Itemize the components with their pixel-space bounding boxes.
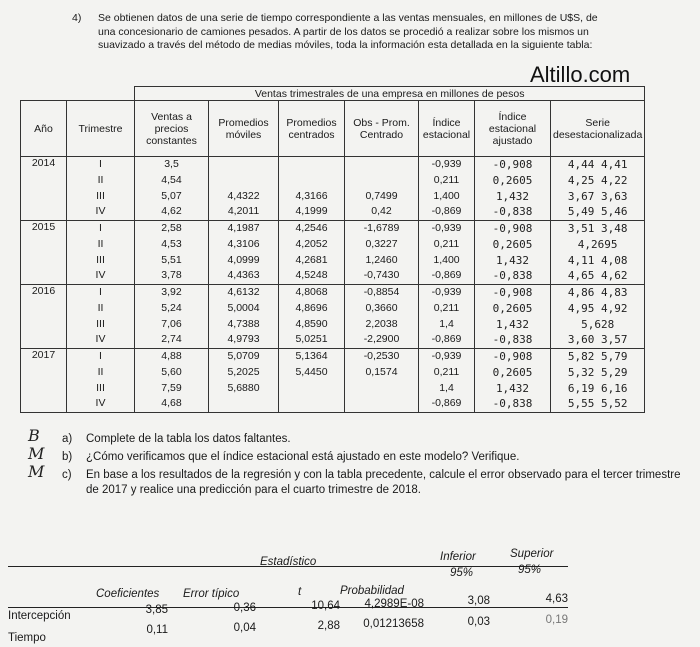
sales-value: 2,58 (161, 222, 182, 235)
adjusted-index-value: -0,908 (492, 350, 533, 364)
quarter-value: III (96, 253, 105, 266)
moving-avg-value: 4,7388 (227, 317, 260, 330)
seasonal-index-value: -0,869 (431, 269, 462, 282)
obs-minus-centered-value: 0,3227 (365, 237, 398, 250)
moving-avg-cell (209, 221, 279, 285)
centered-avg-value: 5,0251 (295, 333, 328, 346)
deseasonalized-cell (551, 157, 645, 221)
row-label: Tiempo (8, 632, 46, 644)
obs-minus-centered-value (347, 173, 416, 189)
adjusted-index-cell (475, 221, 551, 285)
moving-avg-value: 4,2011 (227, 205, 260, 218)
obs-minus-centered-cell (345, 221, 419, 285)
adjusted-index-value: 0,2605 (492, 173, 533, 187)
centered-avg-cell (279, 157, 345, 221)
deseasonalized-cell (551, 221, 645, 285)
prob-value: 4,2989E-08 (364, 598, 424, 610)
lower-value: 3,08 (467, 595, 490, 607)
seasonal-index-cell (419, 157, 475, 221)
moving-avg-cell (209, 157, 279, 221)
deseasonalized-value: 5,55 5,52 (567, 397, 628, 411)
obs-minus-centered-value: 0,7499 (365, 189, 398, 202)
obs-minus-centered-value: -0,2530 (363, 350, 400, 363)
sales-value: 5,07 (161, 189, 182, 202)
sales-value: 3,92 (161, 286, 182, 299)
centered-avg-value: 4,2546 (295, 222, 328, 235)
centered-avg-value (281, 396, 342, 412)
obs-minus-centered-value: 0,42 (371, 205, 392, 218)
questions (28, 426, 690, 501)
centered-avg-value: 5,1364 (295, 350, 328, 363)
header-centered-avg: Promedios centrados (279, 101, 345, 157)
sales-value: 3,78 (161, 269, 182, 282)
moving-avg-value: 4,1987 (227, 222, 260, 235)
adjusted-index-value: -0,908 (492, 158, 533, 172)
obs-minus-centered-cell (345, 157, 419, 221)
problem-number: 4) (72, 12, 82, 24)
col-t: t (298, 586, 302, 598)
deseasonalized-value: 5,32 5,29 (567, 365, 628, 379)
deseasonalized-value: 6,19 6,16 (567, 381, 628, 395)
moving-avg-value: 5,0004 (227, 301, 260, 314)
problem-text: Se obtienen datos de una serie de tiempo correspondiente a las ventas mensuales, en millones de U$S, de una concesionario de camiones pesados. A partir de los datos se procedió a realizar sobre los mismos un suavizado a través del método de medias móviles, toda la información esta detallada en la siguiente tabla: (98, 12, 598, 51)
moving-avg-value: 5,6880 (227, 381, 260, 394)
year-cell: 2015 (21, 221, 67, 285)
col-upper: Superior (510, 548, 554, 560)
quarter-value: IV (95, 269, 106, 282)
deseasonalized-value: 4,86 4,83 (567, 286, 628, 300)
lower-value: 0,03 (467, 616, 490, 628)
quarter-value: II (97, 301, 104, 314)
seasonal-index-value: -0,869 (431, 205, 462, 218)
quarter-value: III (96, 381, 105, 394)
year-block (21, 221, 645, 285)
quarter-cell (67, 157, 135, 221)
sales-cell (135, 221, 209, 285)
quarter-value: I (99, 158, 102, 171)
col-statistic: Estadístico (260, 556, 317, 568)
centered-avg-value: 5,4450 (295, 365, 328, 378)
deseasonalized-value: 4,2695 (577, 237, 618, 251)
deseasonalized-value: 4,95 4,92 (567, 301, 628, 315)
seasonal-index-value: 1,400 (433, 189, 460, 202)
obs-minus-centered-value (347, 396, 416, 412)
deseasonalized-value: 3,51 3,48 (567, 222, 628, 236)
seasonal-index-value: 1,4 (439, 381, 454, 394)
sales-value: 7,06 (161, 317, 182, 330)
moving-avg-value: 4,3106 (227, 237, 260, 250)
error-value: 0,04 (233, 622, 256, 634)
centered-avg-value: 4,1999 (295, 205, 328, 218)
deseasonalized-value: 5,82 5,79 (567, 350, 628, 364)
deseasonalized-cell (551, 349, 645, 413)
upper-value: 4,63 (545, 593, 568, 605)
moving-avg-value: 4,6132 (227, 286, 260, 299)
grade-mark: B (28, 426, 40, 445)
t-value: 10,64 (311, 600, 340, 612)
seasonal-index-value: 1,4 (439, 317, 454, 330)
moving-avg-cell (209, 349, 279, 413)
seasonal-index-value: -0,869 (431, 397, 462, 410)
year-cell: 2017 (21, 349, 67, 413)
quarter-value: II (97, 237, 104, 250)
centered-avg-value (281, 381, 342, 397)
seasonal-index-value: 0,211 (433, 301, 460, 314)
year-block (21, 349, 645, 413)
quarter-cell (67, 285, 135, 349)
quarter-value: II (97, 365, 104, 378)
upper-value: 0,19 (545, 614, 568, 626)
adjusted-index-value: -0,908 (492, 286, 533, 300)
sales-value: 3,5 (164, 158, 179, 171)
obs-minus-centered-value: -0,7430 (363, 269, 400, 282)
question-b: M b) ¿Cómo verificamos que el índice estacional está ajustado en este modelo? Verifique. (28, 444, 520, 463)
obs-minus-centered-value (347, 381, 416, 397)
sales-cell (135, 349, 209, 413)
quarter-cell (67, 221, 135, 285)
deseasonalized-value: 5,49 5,46 (567, 205, 628, 219)
header-deseasonalized: Serie desestacionalizada (551, 101, 645, 157)
seasonal-index-value: -0,939 (431, 158, 462, 171)
header-year: Año (21, 101, 67, 157)
adjusted-index-value: -0,838 (492, 269, 533, 283)
header-seasonal-index: Índice estacional (419, 101, 475, 157)
row-label: Intercepción (8, 610, 71, 622)
sales-cell (135, 285, 209, 349)
quarter-value: IV (95, 205, 106, 218)
adjusted-index-value: 1,432 (495, 317, 530, 331)
seasonal-index-cell (419, 221, 475, 285)
question-a: B a) Complete de la tabla los datos faltantes. (28, 426, 291, 445)
sales-value: 5,24 (161, 301, 182, 314)
quarter-value: III (96, 317, 105, 330)
seasonal-index-value: 0,211 (433, 173, 460, 186)
deseasonalized-value: 3,67 3,63 (567, 189, 628, 203)
moving-avg-value: 4,4363 (227, 269, 260, 282)
coef-value: 0,11 (146, 624, 168, 636)
moving-avg-value (211, 396, 276, 412)
quarter-value: IV (95, 397, 106, 410)
obs-minus-centered-cell (345, 285, 419, 349)
question-c: M c) En base a los resultados de la regresión y con la tabla precedente, calcule el error observado para el tercer trimestre de 2017 y realice una predicción para el cuarto trimestre de 2018. (28, 462, 681, 496)
header-adjusted-index: Índice estacional ajustado (475, 101, 551, 157)
data-table (20, 86, 645, 413)
moving-avg-value: 4,4322 (227, 189, 260, 202)
adjusted-index-cell (475, 349, 551, 413)
super-header: Ventas trimestrales de una empresa en millones de pesos (135, 87, 645, 101)
moving-avg-value (211, 173, 276, 189)
sales-cell (135, 157, 209, 221)
seasonal-index-value: 0,211 (433, 237, 460, 250)
centered-avg-value (281, 173, 342, 189)
adjusted-index-cell (475, 285, 551, 349)
adjusted-index-value: -0,908 (492, 222, 533, 236)
deseasonalized-value: 4,11 4,08 (567, 253, 628, 267)
year-block (21, 285, 645, 349)
centered-avg-value: 4,3166 (295, 189, 328, 202)
prob-value: 0,01213658 (363, 618, 424, 630)
sales-value: 4,53 (161, 237, 182, 250)
centered-avg-value: 4,8696 (295, 301, 328, 314)
moving-avg-value: 5,2025 (227, 365, 260, 378)
moving-avg-value: 4,0999 (227, 253, 260, 266)
header-quarter: Trimestre (67, 101, 135, 157)
adjusted-index-value: 1,432 (495, 189, 530, 203)
centered-avg-value: 4,5248 (295, 269, 328, 282)
quarter-value: III (96, 189, 105, 202)
sales-value: 4,88 (161, 350, 182, 363)
deseasonalized-value: 4,25 4,22 (567, 173, 628, 187)
centered-avg-value: 4,2052 (295, 237, 328, 250)
col-upper-95: 95% (518, 564, 542, 576)
centered-avg-value: 4,8068 (295, 286, 328, 299)
year-cell: 2016 (21, 285, 67, 349)
seasonal-index-value: -0,939 (431, 286, 462, 299)
error-value: 0,36 (233, 602, 256, 614)
obs-minus-centered-value: 0,3660 (365, 301, 398, 314)
seasonal-index-value: 0,211 (433, 365, 460, 378)
quarter-cell (67, 349, 135, 413)
sales-value: 5,51 (161, 253, 182, 266)
adjusted-index-value: 1,432 (495, 253, 530, 267)
adjusted-index-value: -0,838 (492, 205, 533, 219)
col-lower-95: 95% (450, 567, 474, 579)
obs-minus-centered-value: -0,8854 (363, 286, 400, 299)
quarter-value: II (97, 173, 104, 186)
sales-value: 5,60 (161, 365, 182, 378)
moving-avg-value: 4,9793 (227, 333, 260, 346)
coef-value: 3,85 (145, 604, 168, 616)
t-value: 2,88 (317, 620, 340, 632)
col-coefficients: Coeficientes (96, 588, 160, 600)
deseasonalized-value: 3,60 3,57 (567, 333, 628, 347)
centered-avg-value (281, 157, 342, 173)
header-sales: Ventas a precios constantes (135, 101, 209, 157)
moving-avg-cell (209, 285, 279, 349)
col-lower: Inferior (440, 551, 476, 563)
adjusted-index-value: -0,838 (492, 333, 533, 347)
quarter-value: I (99, 286, 102, 299)
year-cell: 2014 (21, 157, 67, 221)
seasonal-index-cell (419, 349, 475, 413)
obs-minus-centered-value (347, 157, 416, 173)
grade-mark: M (28, 462, 45, 481)
sales-value: 4,62 (161, 205, 182, 218)
adjusted-index-value: -0,838 (492, 397, 533, 411)
year-block (21, 157, 645, 221)
seasonal-index-value: -0,869 (431, 333, 462, 346)
obs-minus-centered-value: 0,1574 (365, 365, 398, 378)
moving-avg-value (211, 157, 276, 173)
obs-minus-centered-value: 1,2460 (365, 253, 398, 266)
obs-minus-centered-value: -2,2900 (363, 333, 400, 346)
regression-table (8, 540, 568, 647)
col-probability: Probabilidad (340, 585, 404, 597)
header-obs-minus-centered: Obs - Prom. Centrado (345, 101, 419, 157)
deseasonalized-cell (551, 285, 645, 349)
sales-value: 7,59 (161, 381, 182, 394)
obs-minus-centered-value: -1,6789 (363, 222, 400, 235)
seasonal-index-value: 1,400 (433, 253, 460, 266)
deseasonalized-value: 4,44 4,41 (567, 158, 628, 172)
adjusted-index-value: 0,2605 (492, 301, 533, 315)
problem-statement (74, 12, 614, 53)
centered-avg-value: 4,8590 (295, 317, 328, 330)
centered-avg-cell (279, 349, 345, 413)
obs-minus-centered-value: 2,2038 (365, 317, 398, 330)
seasonal-index-value: -0,939 (431, 350, 462, 363)
sales-value: 2,74 (161, 333, 182, 346)
centered-avg-cell (279, 285, 345, 349)
header-moving-avg: Promedios móviles (209, 101, 279, 157)
seasonal-index-cell (419, 285, 475, 349)
adjusted-index-value: 0,2605 (492, 237, 533, 251)
adjusted-index-value: 1,432 (495, 381, 530, 395)
centered-avg-value: 4,2681 (295, 253, 328, 266)
adjusted-index-cell (475, 157, 551, 221)
quarter-value: I (99, 222, 102, 235)
sales-value: 4,68 (161, 397, 182, 410)
obs-minus-centered-cell (345, 349, 419, 413)
deseasonalized-value: 5,628 (581, 317, 615, 331)
seasonal-index-value: -0,939 (431, 222, 462, 235)
quarter-value: IV (95, 333, 106, 346)
adjusted-index-value: 0,2605 (492, 365, 533, 379)
deseasonalized-value: 4,65 4,62 (567, 269, 628, 283)
moving-avg-value: 5,0709 (227, 350, 260, 363)
sales-value: 4,54 (161, 173, 182, 186)
centered-avg-cell (279, 221, 345, 285)
quarter-value: I (99, 350, 102, 363)
col-std-error: Error típico (183, 588, 240, 600)
watermark: Altillo.com (530, 62, 631, 87)
grade-mark: M (28, 444, 45, 463)
